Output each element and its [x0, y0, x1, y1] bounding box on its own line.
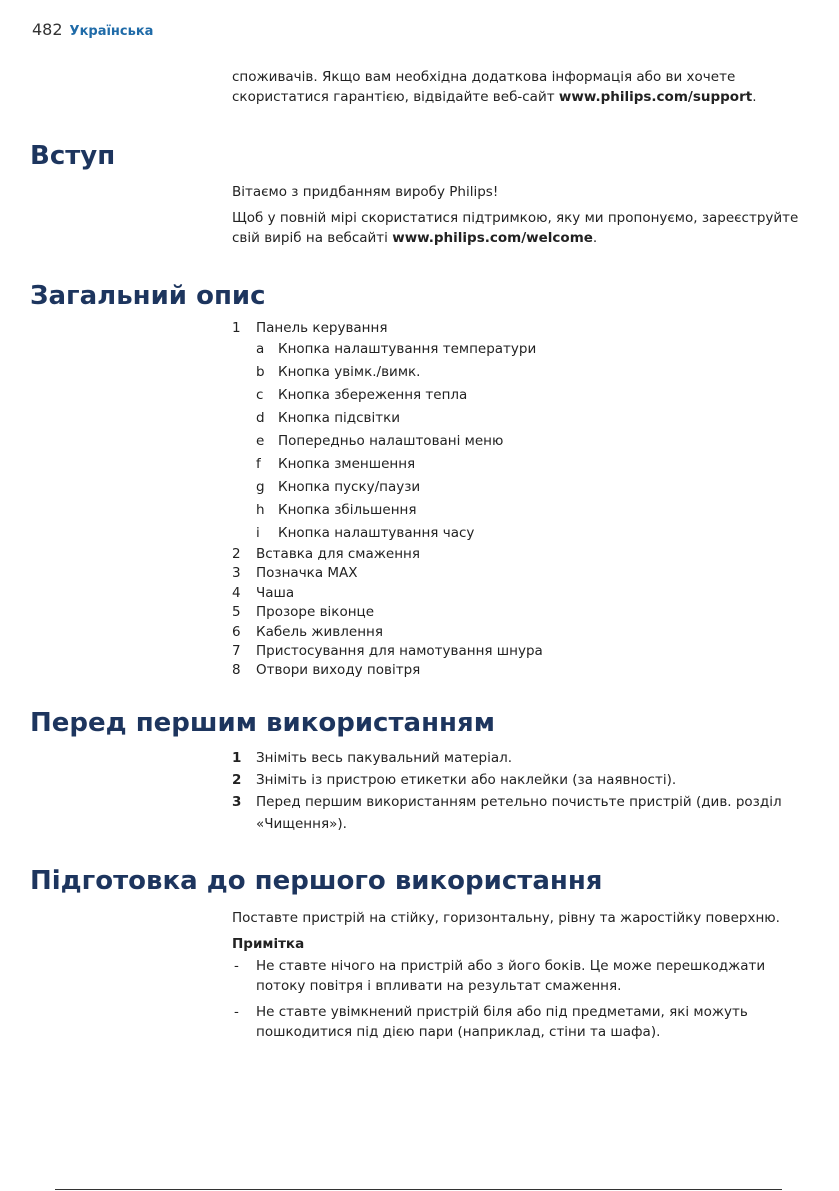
- list-item: g Кнопка пуску/паузи: [256, 479, 421, 495]
- list-item: 1 Панель керування: [232, 320, 388, 336]
- list-item: 8 Отвори виходу повітря: [232, 662, 421, 679]
- list-item: 1 Зніміть весь пакувальний матеріал.: [232, 750, 513, 766]
- preparation-text: Поставте пристрій на стійку, горизонтальну, рівну та жаростійку поверхню.: [232, 910, 780, 926]
- list-item: - Не ставте нічого на пристрій або з його боків. Це може перешкоджати потоку повітря і впливати на результат смаження.: [234, 958, 766, 994]
- language-label: Українська: [69, 24, 154, 39]
- welcome-link[interactable]: www.philips.com/welcome: [392, 230, 593, 246]
- overview-list: [232, 318, 812, 681]
- list-item: b Кнопка увімк./вимк.: [256, 364, 421, 380]
- sublist: [232, 338, 812, 545]
- steps-list: [232, 747, 812, 835]
- intro-paragraph-1: Вітаємо з придбанням виробу Philips!: [232, 184, 499, 200]
- list-item: a Кнопка налаштування температури: [256, 341, 537, 357]
- list-item: 4 Чаша: [232, 584, 295, 601]
- list-item: 2 Вставка для смаження: [232, 546, 420, 562]
- list-item: - Не ставте увімкнений пристрій біля або під предметами, які можуть пошкодитися під дією пари (наприклад, стіни та шафа).: [234, 1004, 748, 1040]
- page-header: [32, 20, 153, 39]
- list-item: 7 Пристосування для намотування шнура: [232, 642, 543, 659]
- section-title-preparation: Підготовка до першого використання: [30, 866, 603, 896]
- list-item: i Кнопка налаштування часу: [256, 525, 475, 541]
- list-item: 3 Перед першим використанням ретельно почистьте пристрій (див. розділ «Чищення»).: [232, 794, 782, 832]
- intro-body: [232, 182, 812, 248]
- list-item: 5 Прозоре віконце: [232, 604, 375, 621]
- list-item: e Попередньо налаштовані меню: [256, 433, 504, 449]
- page-number: 482: [32, 20, 63, 39]
- support-link[interactable]: www.philips.com/support: [558, 89, 753, 105]
- footer-divider: [55, 1189, 782, 1190]
- notes-list: [232, 956, 812, 1048]
- intro-continuation: споживачів. Якщо вам необхідна додаткова інформація або ви хочете скористатися гарантією, відвідайте веб-сайт www.philips.com/support.: [232, 69, 757, 105]
- note-title: Примітка: [232, 936, 305, 952]
- list-item: c Кнопка збереження тепла: [256, 387, 468, 403]
- section-title-intro: Вступ: [30, 141, 116, 171]
- list-item: 6 Кабель живлення: [232, 623, 383, 640]
- list-item: h Кнопка збільшення: [256, 502, 417, 518]
- list-item: 2 Зніміть із пристрою етикетки або наклейки (за наявності).: [232, 772, 677, 788]
- list-item: f Кнопка зменшення: [256, 456, 416, 472]
- preparation-body: [232, 908, 812, 954]
- intro-paragraph-2: Щоб у повній мірі скористатися підтримкою, яку ми пропонуємо, зареєструйте свій виріб на вебсайті www.philips.com/welcome.: [232, 210, 799, 246]
- section-title-before-first-use: Перед першим використанням: [30, 708, 495, 738]
- list-item: d Кнопка підсвітки: [256, 410, 401, 426]
- list-item: 3 Позначка MAX: [232, 565, 358, 582]
- section-title-overview: Загальний опис: [30, 281, 266, 311]
